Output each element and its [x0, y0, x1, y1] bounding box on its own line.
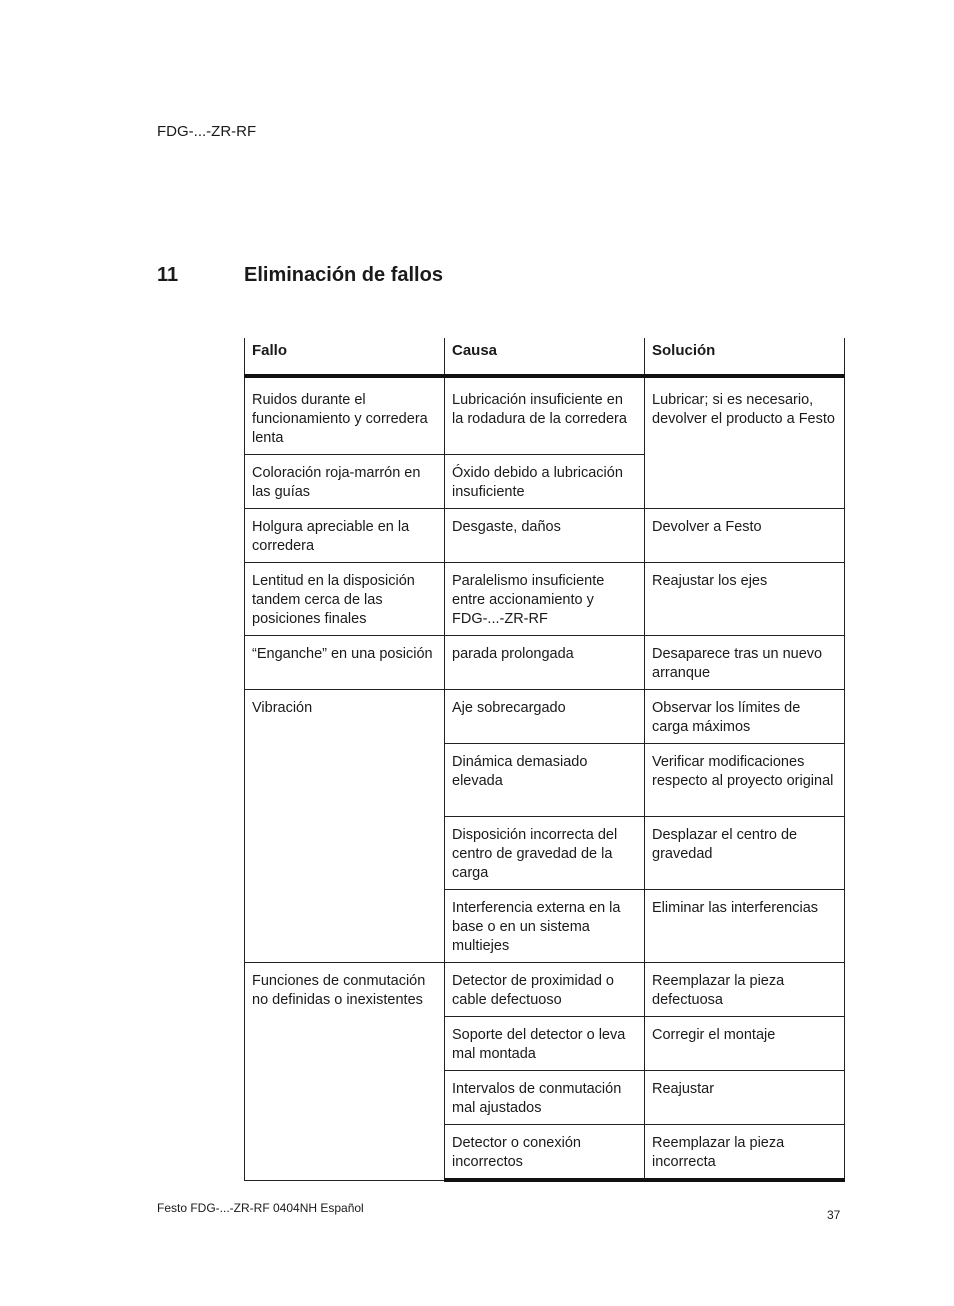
causa-cell: Lubricación insuficiente en la rodadura de la corredera: [445, 376, 645, 455]
table-row: [245, 509, 845, 563]
fallo-cell: Coloración roja-marrón en las guías: [245, 455, 445, 509]
page-number: 37: [827, 1208, 841, 1222]
solucion-cell: Corregir el montaje: [645, 1017, 845, 1071]
causa-cell: Paralelismo insuficiente entre accionamiento y FDG-...-ZR-RF: [445, 563, 645, 636]
table-row: [245, 636, 845, 690]
fallo-cell: Vibración: [245, 690, 445, 963]
solucion-cell: Verificar modificaciones respecto al proyecto original: [645, 744, 845, 817]
causa-cell: Dinámica demasiado elevada: [445, 744, 645, 817]
causa-cell: Aje sobrecargado: [445, 690, 645, 744]
fallo-cell: Holgura apreciable en la corredera: [245, 509, 445, 563]
solucion-cell: Desplazar el centro de gravedad: [645, 817, 845, 890]
solucion-cell: Reemplazar la pieza incorrecta: [645, 1125, 845, 1181]
table-row: [245, 963, 845, 1017]
chapter-title: Eliminación de fallos: [244, 264, 443, 286]
fallo-cell: Lentitud en la disposición tandem cerca de las posiciones finales: [245, 563, 445, 636]
solucion-cell: Reajustar: [645, 1071, 845, 1125]
table-row: [245, 690, 845, 744]
fallo-cell: Funciones de conmutación no definidas o inexistentes: [245, 963, 445, 1181]
solucion-cell: Devolver a Festo: [645, 509, 845, 563]
document-header: FDG-...-ZR-RF: [157, 123, 257, 140]
table-header-row: [245, 338, 845, 376]
footer-document-info: Festo FDG-...-ZR-RF 0404NH Español: [157, 1201, 364, 1215]
solucion-cell: Lubricar; si es necesario, devolver el producto a Festo: [645, 376, 845, 509]
causa-cell: Detector o conexión incorrectos: [445, 1125, 645, 1181]
header-causa: Causa: [445, 338, 645, 376]
solucion-cell: Reajustar los ejes: [645, 563, 845, 636]
troubleshooting-table: [244, 338, 845, 1182]
fallo-cell: Ruidos durante el funcionamiento y corredera lenta: [245, 376, 445, 455]
causa-cell: Interferencia externa en la base o en un sistema multiejes: [445, 890, 645, 963]
header-solucion: Solución: [645, 338, 845, 376]
causa-cell: Intervalos de conmutación mal ajustados: [445, 1071, 645, 1125]
solucion-cell: Reemplazar la pieza defectuosa: [645, 963, 845, 1017]
causa-cell: Desgaste, daños: [445, 509, 645, 563]
chapter-number: 11: [157, 264, 179, 286]
solucion-cell: Observar los límites de carga máximos: [645, 690, 845, 744]
causa-cell: parada prolongada: [445, 636, 645, 690]
causa-cell: Soporte del detector o leva mal montada: [445, 1017, 645, 1071]
fallo-cell: “Enganche” en una posición: [245, 636, 445, 690]
causa-cell: Óxido debido a lubricación insuficiente: [445, 455, 645, 509]
table-row: [245, 563, 845, 636]
table-row: [245, 376, 845, 455]
solucion-cell: Eliminar las interferencias: [645, 890, 845, 963]
solucion-cell: Desaparece tras un nuevo arranque: [645, 636, 845, 690]
causa-cell: Disposición incorrecta del centro de gravedad de la carga: [445, 817, 645, 890]
causa-cell: Detector de proximidad o cable defectuoso: [445, 963, 645, 1017]
header-fallo: Fallo: [245, 338, 445, 376]
